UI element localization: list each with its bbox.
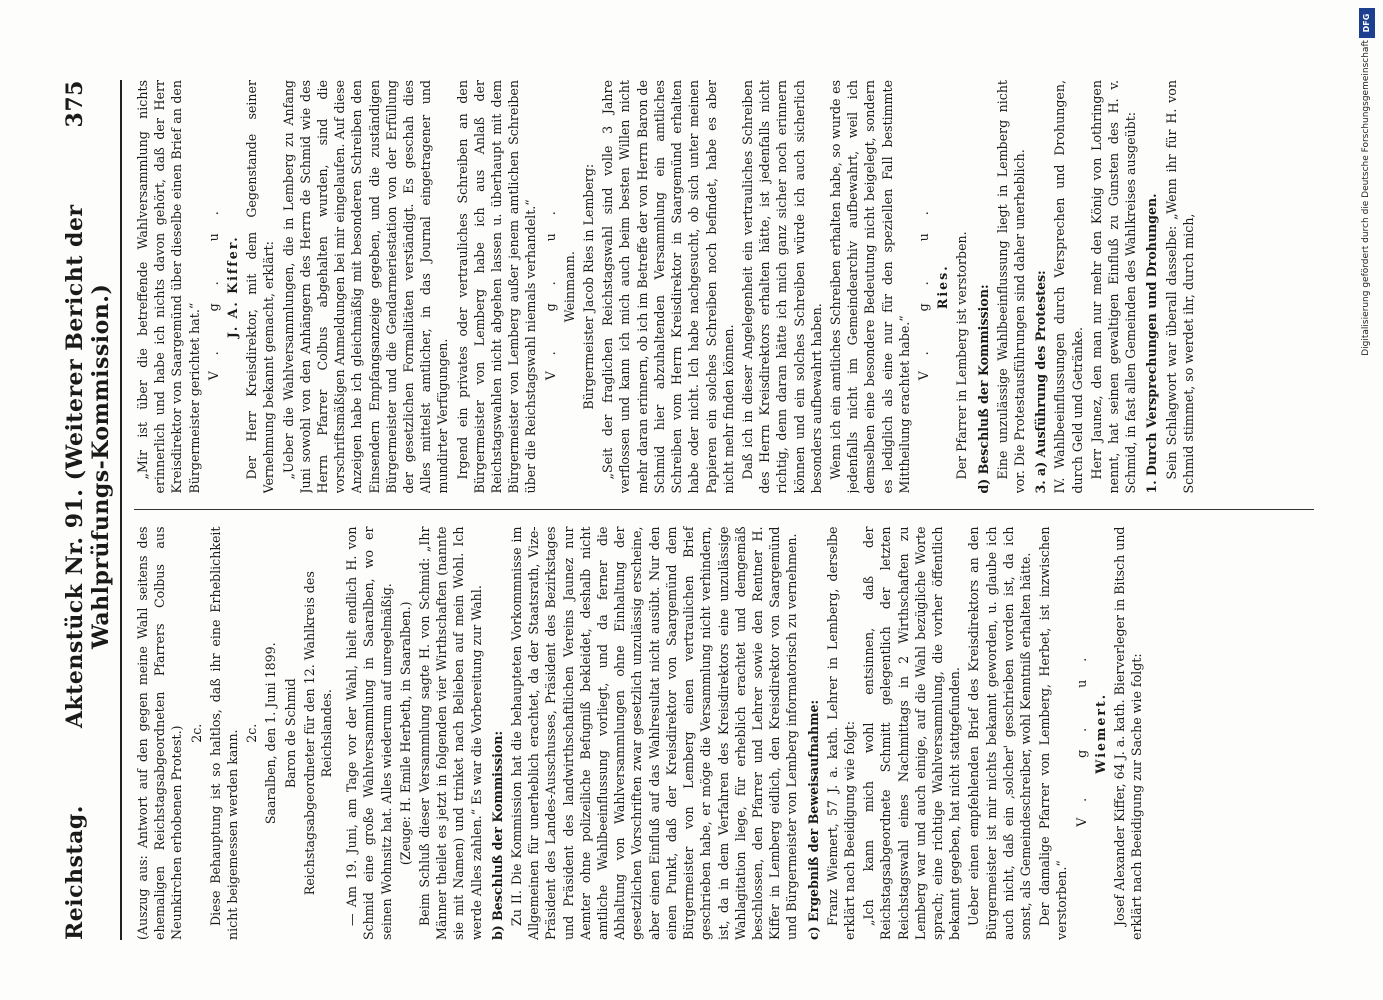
- dfg-logo-text: DFG: [1362, 13, 1371, 33]
- paragraph: Irgend ein privates oder vertrauliches Schreiben an den Bürgermeister von Lemberg habe ich aus Anlaß der Reichstagswahlen nicht abgehen lassen u. überhaupt mit dem Bürgermeister von Lemberg außer jenem amtlichen Schreiben über die Reichstagswahl niemals verhandelt.“: [454, 80, 539, 494]
- text-columns: [134, 80, 1314, 940]
- paragraph: 2c.: [188, 723, 204, 743]
- column-divider: [134, 510, 1314, 511]
- digitization-note: Digitalisierung gefördert durch die Deutsche Forschungsgemeinschaft: [1361, 40, 1371, 356]
- section-heading: 3. a) Ausführung des Protestes:: [1033, 270, 1049, 494]
- signature-title: Reichstagsabgeordneter für den 12. Wahlkreis des Reichslandes.: [301, 571, 335, 896]
- page-header: [62, 80, 122, 940]
- paragraph: Daß ich in dieser Angelegenheit ein vertrauliches Schreiben des Herrn Kreisdirektors erhalten hätte, ist jedenfalls nicht richtig, denn daran hätte ich mich ganz sicher noch erinnern können und ein solches Schreiben würde ich auch sicherlich besonders aufbewahrt haben.: [739, 80, 824, 494]
- vgu-mark: V. g. u.: [915, 193, 931, 381]
- paragraph: Wenn ich ein amtliches Schreiben erhalten habe, so wurde es jedenfalls nicht im Gemeindearchiv aufbewahrt, weil ich demselben eine besondere Bedeutung nicht beigelegt, sondern es lediglich als eine nur für den speziellen Fall bestimmte Mittheilung erachtet habe.“: [827, 80, 912, 494]
- paragraph: Der Herr Kreisdirektor, mit dem Gegenstande seiner Vernehmung bekannt gemacht, erklärt:: [244, 80, 277, 494]
- paragraph: „Mir ist über die betreffende Wahlversammlung nichts erinnerlich und habe ich nichts davon gehört, daß der Herr Kreisdirektor von Saargemünd über dieselbe einen Brief an den Bürgermeister gerichtet hat.“: [135, 80, 202, 494]
- signature: Wiemert.: [1092, 692, 1108, 774]
- header-left: Reichstag.: [62, 805, 88, 940]
- signature: J. A. Kiffer.: [225, 235, 241, 339]
- paragraph: Eine unzulässige Wahlbeeinflussung liegt in Lemberg nicht vor. Die Protestausführungen sind daher unerheblich.: [994, 80, 1027, 494]
- paragraph: Beim Schluß dieser Versammlung sagte H. von Schmid: „Ihr Männer theilet es jetzt in folgenden vier Wirthschaften (nannte sie mit Namen) und trinket nach Belieben auf mein Wohl. Ich werde Alles zahlen.“ Es war die Vorbereitung zur Wahl.: [417, 526, 484, 940]
- paragraph: „Ich kann mich wohl entsinnen, daß der Reichstagsabgeordnete Schmitt gelegentlich der letzten Reichstagswahl eines Nachmittags in 2 Wirthschaften zu Lemberg war und auch einige, auf die Wahl bezügliche Worte sprach; eine richtige Wahlversammlung, die vorher öffentlich bekannt gegeben, hat nicht stattgefunden.: [861, 526, 963, 940]
- paragraph: Franz Wiemert, 57 J. a. kath. Lehrer in Lemberg, derselbe erklärt nach Beeidigung wie folgt:: [824, 526, 857, 940]
- paragraph: — Am 19. Juni, am Tage vor der Wahl, hielt endlich H. von Schmid eine große Wahlversammlung in Saaralben, wo er seinen Wohnsitz hat. Alles wiederum auf unregelmäßig.: [344, 526, 394, 940]
- column-right: [134, 80, 1314, 494]
- vgu-mark: V. g. u.: [205, 193, 221, 381]
- signature: Weinmann.: [561, 251, 577, 323]
- paragraph: Der damalige Pfarrer von Lemberg, Herbet, ist inzwischen verstorben.“: [1037, 526, 1070, 940]
- paragraph: Der Pfarrer in Lemberg ist verstorben.: [954, 231, 970, 480]
- paragraph: IV. Wahlbeeinflussungen durch Versprechen und Drohungen, durch Geld und Getränke.: [1052, 80, 1085, 494]
- vgu-mark: V. g. u.: [542, 193, 558, 381]
- header-title: Aktenstück Nr. 91. (Weiterer Bericht der Wahlprüfungs-Kommission.): [62, 204, 114, 729]
- digitization-footer: [1352, 6, 1380, 996]
- paragraph: Zu II. Die Kommission hat die behaupteten Vorkommnisse im Allgemeinen für unerheblich erachtet, da der Staatsrath, Vize-Präsident des Landes-Ausschusses, Präsident des Bezirkstages und Präsident des landwirthschaftlichen Vereins Jaunez nur Aemter ohne polizeiliche Befugniß bekleidet, deshalb nicht amtliche Wahlbeeinflussung vorliegt, und da ferner die Abhaltung von Wahlversammlungen ohne Einhaltung der gesetzlichen Vorschriften zwar gesetzlich unzulässig erscheine, aber einen Einfluß auf das Wahlresultat nicht ausübt. Nur den einen Punkt, daß der Kreisdirektor von Saargemünd dem Bürgermeister von Lemberg einen vertraulichen Brief geschrieben habe, er möge die Versammlung nicht verhindern, ist, da in dem Verfahren des Kreisdirektors eine unzulässige Wahlagitation liege, für erheblich erachtet und demgemäß beschlossen, den Pfarrer und Lehrer sowie den Rentner H. Kiffer in Lemberg eidlich, den Kreisdirektor von Saargemünd und Bürgermeister von Lemberg informatorisch zu vernehmen.: [509, 526, 800, 940]
- paragraph: Diese Behauptung ist so haltlos, daß ihr eine Erheblichkeit nicht beigemessen werden kann.: [207, 526, 241, 940]
- paragraph: 2c.: [244, 723, 260, 743]
- paragraph: „Ueber die Wahlversammlungen, die in Lemberg zu Anfang Juni sowohl von den Anhängern des Herrn de Schmid wie des Herrn Pfarrer Colbus abgehalten wurden, sind die vorschriftsmäßigen Anmeldungen bei mir eingelaufen. Auf diese Anzeigen habe ich gleichmäßig mit besonderen Schreiben den Einsendern Empfangsanzeige gegeben, und die zuständigen Bürgermeister und die Gendarmeriestation von der Erfüllung der gesetzlichen Formalitäten verständigt. Es geschah dies Alles mittelst amtlicher, in das Journal eingetragener und mundirter Verfügungen.: [280, 80, 451, 494]
- section-heading: d) Beschluß der Kommission:: [975, 284, 991, 494]
- paragraph: Ueber einen empfehlenden Brief des Kreisdirektors an den Bürgermeister ist mir nichts bekannt geworden, u. glaube ich auch nicht, daß ein ,solcher' geschrieben worden ist, da ich sonst, als Gemeindeschreiber, wohl Kenntniß erhalten hätte.: [966, 526, 1033, 940]
- signature: Ries.: [935, 264, 951, 310]
- dateline: Saaralben, den 1. Juni 1899.: [263, 642, 279, 825]
- vgu-mark: V. g. u.: [1073, 639, 1089, 827]
- page-number: 375: [62, 80, 88, 128]
- dfg-logo-badge: [1359, 8, 1375, 38]
- paragraph: Bürgermeister Jacob Ries in Lemberg:: [581, 163, 597, 410]
- paragraph: Josef Alexander Kiffer, 64 J. a. kath. Bierverleger in Bitsch und erklärt nach Beeidigung zur Sache wie folgt:: [1111, 526, 1145, 940]
- witness-note: (Zeuge: H. Emile Herbeth, in Saaralben.): [397, 601, 413, 866]
- paragraph: Herr Jaunez, den man nur mehr den König von Lothringen nennt, hat seinen gewaltigen Einfluß zu Gunsten des H. v. Schmid, in fast allen Gemeinden des Wahlkreises ausgeübt:: [1088, 80, 1139, 494]
- section-heading: c) Ergebniß der Beweisaufnahme:: [805, 699, 821, 940]
- section-heading: 1. Durch Versprechungen und Drohungen.: [1144, 193, 1160, 494]
- paragraph: (Auszug aus: Antwort auf den gegen meine Wahl seitens des ehemaligen Reichstagsabgeordneten Pfarrers Colbus aus Neunkirchen erhobenen Protest.): [135, 526, 185, 940]
- signature: Baron de Schmid: [282, 678, 298, 789]
- column-left: [134, 527, 1314, 941]
- paragraph: Sein Schlagwort war überall dasselbe: „Wenn ihr für H. von Schmid stimmet, so werdet ihr, durch mich,: [1163, 80, 1196, 494]
- section-heading: b) Beschluß der Kommission:: [489, 730, 505, 940]
- paragraph: „Seit der fraglichen Reichstagswahl sind volle 3 Jahre verflossen und kann ich mich auch beim besten Willen nicht mehr daran erinnern, ob ich im Betreffe der von Herrn Baron de Schmid hier abzuhaltenden Versammlung ein amtliches Schreiben vom Herrn Kreisdirektor in Saargemünd erhalten habe oder nicht. Ich habe nachgesucht, ob sich unter meinen Papieren ein solches Schreiben noch befindet, habe es aber nicht mehr finden können.: [600, 80, 736, 494]
